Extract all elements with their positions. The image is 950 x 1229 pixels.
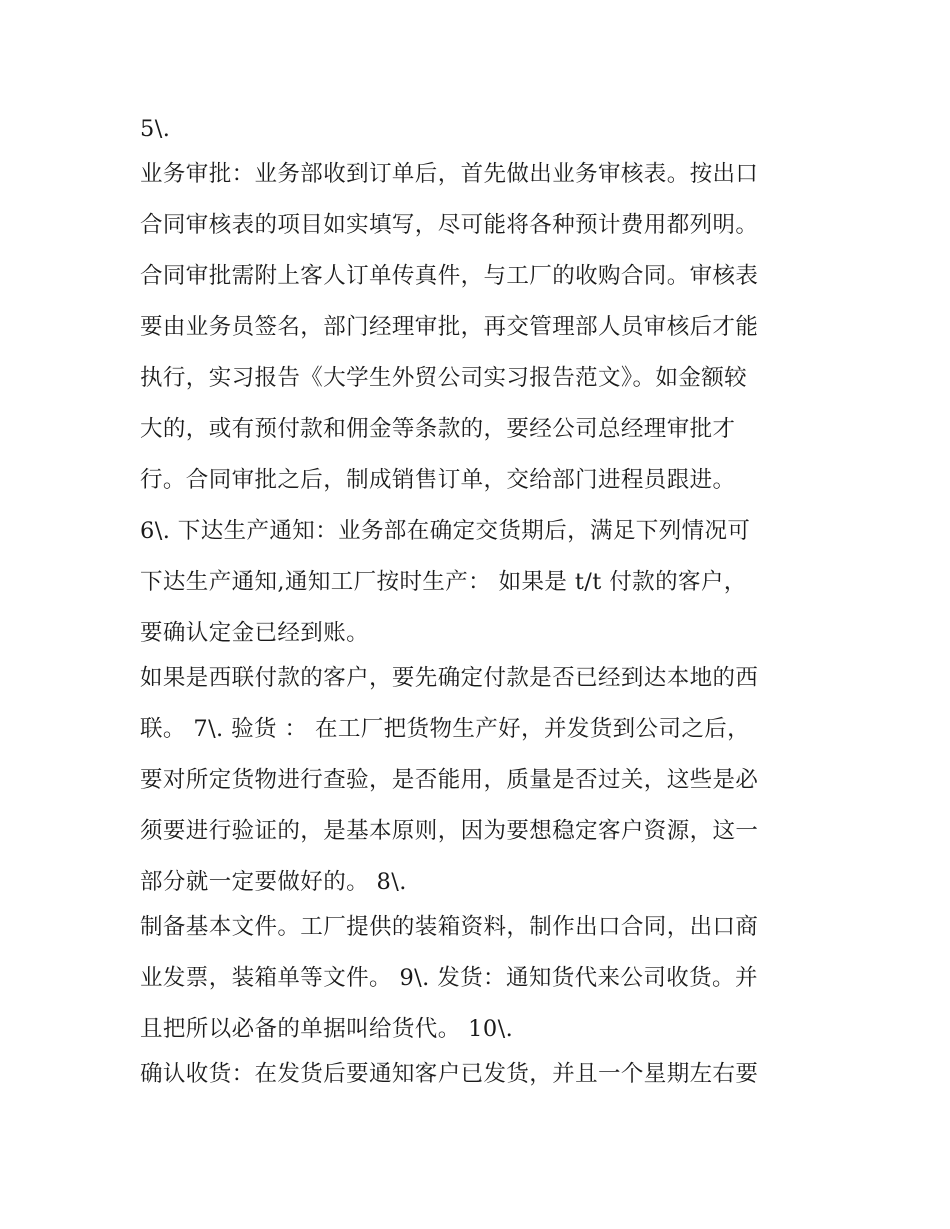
text-line: 6\. 下达生产通知：业务部在确定交货期后，满足下列情况可 [140, 518, 751, 544]
text-line: 大的，或有预付款和佣金等条款的，要经公司总经理审批才 [140, 416, 736, 442]
text-line: 业务审批：业务部收到订单后，首先做出业务审核表。按出口 [140, 161, 759, 187]
text-line: 下达生产通知,通知工厂按时生产： 如果是 t/t 付款的客户， [140, 569, 747, 595]
text-line: 须要进行验证的，是基本原则，因为要想稳定客户资源，这一 [140, 818, 759, 844]
text-line: 联。 7\. 验货 ： 在工厂把货物生产好，并发货到公司之后， [140, 716, 751, 742]
text-line: 如果是西联付款的客户，要先确定付款是否已经到达本地的西 [140, 665, 759, 691]
text-line: 要确认定金已经到账。 [140, 620, 370, 646]
text-line: 5\. [140, 116, 171, 142]
body-text [140, 109, 820, 1105]
text-line: 制备基本文件。工厂提供的装箱资料，制作出口合同，出口商 [140, 914, 759, 940]
text-line: 合同审批需附上客人订单传真件，与工厂的收购合同。审核表 [140, 263, 759, 289]
text-line: 行。合同审批之后，制成销售订单，交给部门进程员跟进。 [140, 467, 736, 493]
text-line: 业发票，装箱单等文件。 9\. 发货：通知货代来公司收货。并 [140, 965, 758, 991]
text-line: 执行，实习报告《大学生外贸公司实习报告范文》。如金额较 [140, 365, 748, 391]
text-line: 要由业务员签名，部门经理审批，再交管理部人员审核后才能 [140, 314, 759, 340]
text-line: 且把所以必备的单据叫给货代。 10\. [140, 1016, 514, 1042]
text-line: 合同审核表的项目如实填写，尽可能将各种预计费用都列明。 [140, 212, 759, 238]
text-line: 部分就一定要做好的。 8\. [140, 869, 407, 895]
text-line: 要对所定货物进行查验，是否能用，质量是否过关，这些是必 [140, 767, 759, 793]
text-line: 确认收货：在发货后要通知客户已发货，并且一个星期左右要 [140, 1061, 759, 1087]
